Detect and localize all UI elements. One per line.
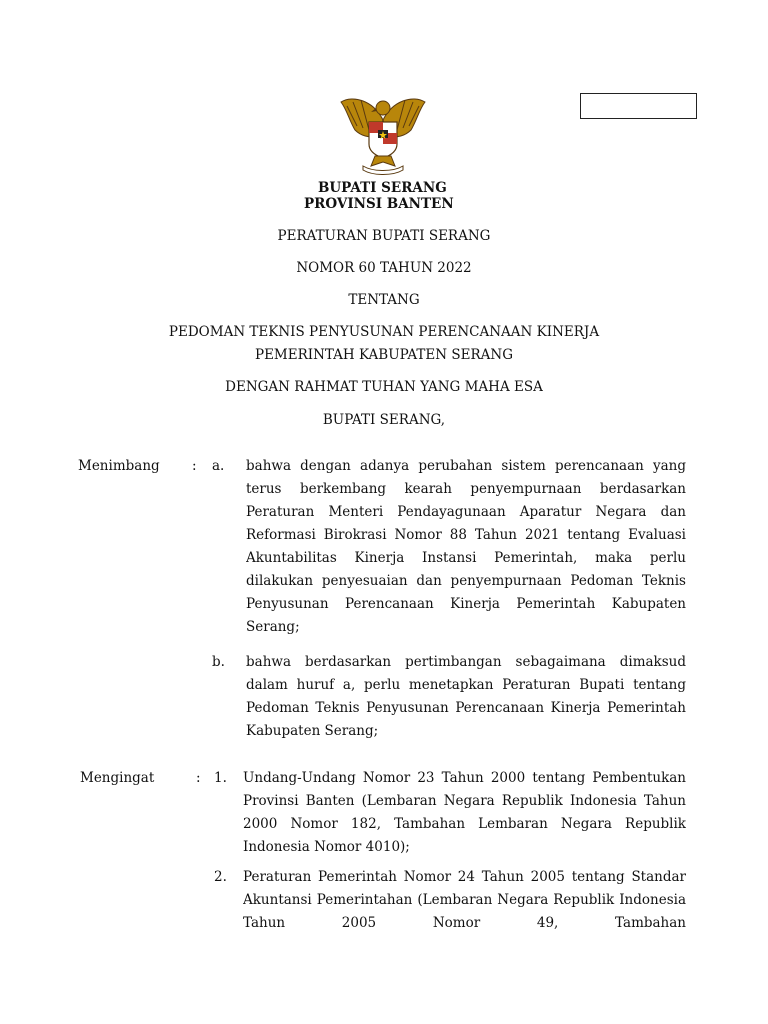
header-line2: PROVINSI BANTEN	[304, 196, 454, 212]
menimbang-colon: :	[192, 458, 197, 474]
subject-line1: PEDOMAN TEKNIS PENYUSUNAN PERENCANAAN KINERJA	[168, 324, 600, 340]
menimbang-marker-a: a.	[212, 458, 225, 474]
grace-line: DENGAN RAHMAT TUHAN YANG MAHA ESA	[225, 379, 543, 395]
regulation-number: NOMOR 60 TAHUN 2022	[296, 260, 472, 276]
mengingat-label: Mengingat	[80, 770, 155, 786]
garuda-emblem-icon	[333, 90, 433, 176]
mengingat-colon: :	[196, 770, 201, 786]
menimbang-item-b: bahwa berdasarkan pertimbangan sebagaimana dimaksud dalam huruf a, perlu menetapkan Peraturan Bupati tentang Pedoman Teknis Penyusunan Perencanaan Kinerja Pemerintah Kabupaten Serang;	[246, 654, 686, 739]
about-label: TENTANG	[348, 292, 420, 308]
stamp-box	[580, 93, 697, 119]
subject-line2: PEMERINTAH KABUPATEN SERANG	[254, 347, 514, 363]
official-line: BUPATI SERANG,	[322, 412, 446, 428]
menimbang-label: Menimbang	[78, 458, 160, 474]
regulation-title: PERATURAN BUPATI SERANG	[277, 228, 491, 244]
mengingat-item-2: Peraturan Pemerintah Nomor 24 Tahun 2005 tentang Standar Akuntansi Pemerintahan (Lembaran Negara Republik Indonesia Tahun 2005 Nomor 49, Tambahan	[243, 869, 686, 931]
mengingat-marker-1: 1.	[214, 770, 227, 786]
menimbang-item-a: bahwa dengan adanya perubahan sistem perencanaan yang terus berkembang kearah penyempurnaan berdasarkan Peraturan Menteri Pendayagunaan Aparatur Negara dan Reformasi Birokrasi Nomor 88 Tahun 2021 tentang Evaluasi Akuntabilitas Kinerja Instansi Pemerintah, maka perlu dilakukan penyesuaian dan penyempurnaan Pedoman Teknis Penyusunan Perencanaan Kinerja Pemerintah Kabupaten Serang;	[246, 458, 686, 635]
mengingat-marker-2: 2.	[214, 869, 227, 885]
header-line1: BUPATI SERANG	[318, 180, 447, 196]
mengingat-item-1: Undang-Undang Nomor 23 Tahun 2000 tentang Pembentukan Provinsi Banten (Lembaran Negara Republik Indonesia Tahun 2000 Nomor 182, Tambahan Lembaran Negara Republik Indonesia Nomor 4010);	[243, 770, 686, 855]
menimbang-marker-b: b.	[212, 654, 225, 670]
